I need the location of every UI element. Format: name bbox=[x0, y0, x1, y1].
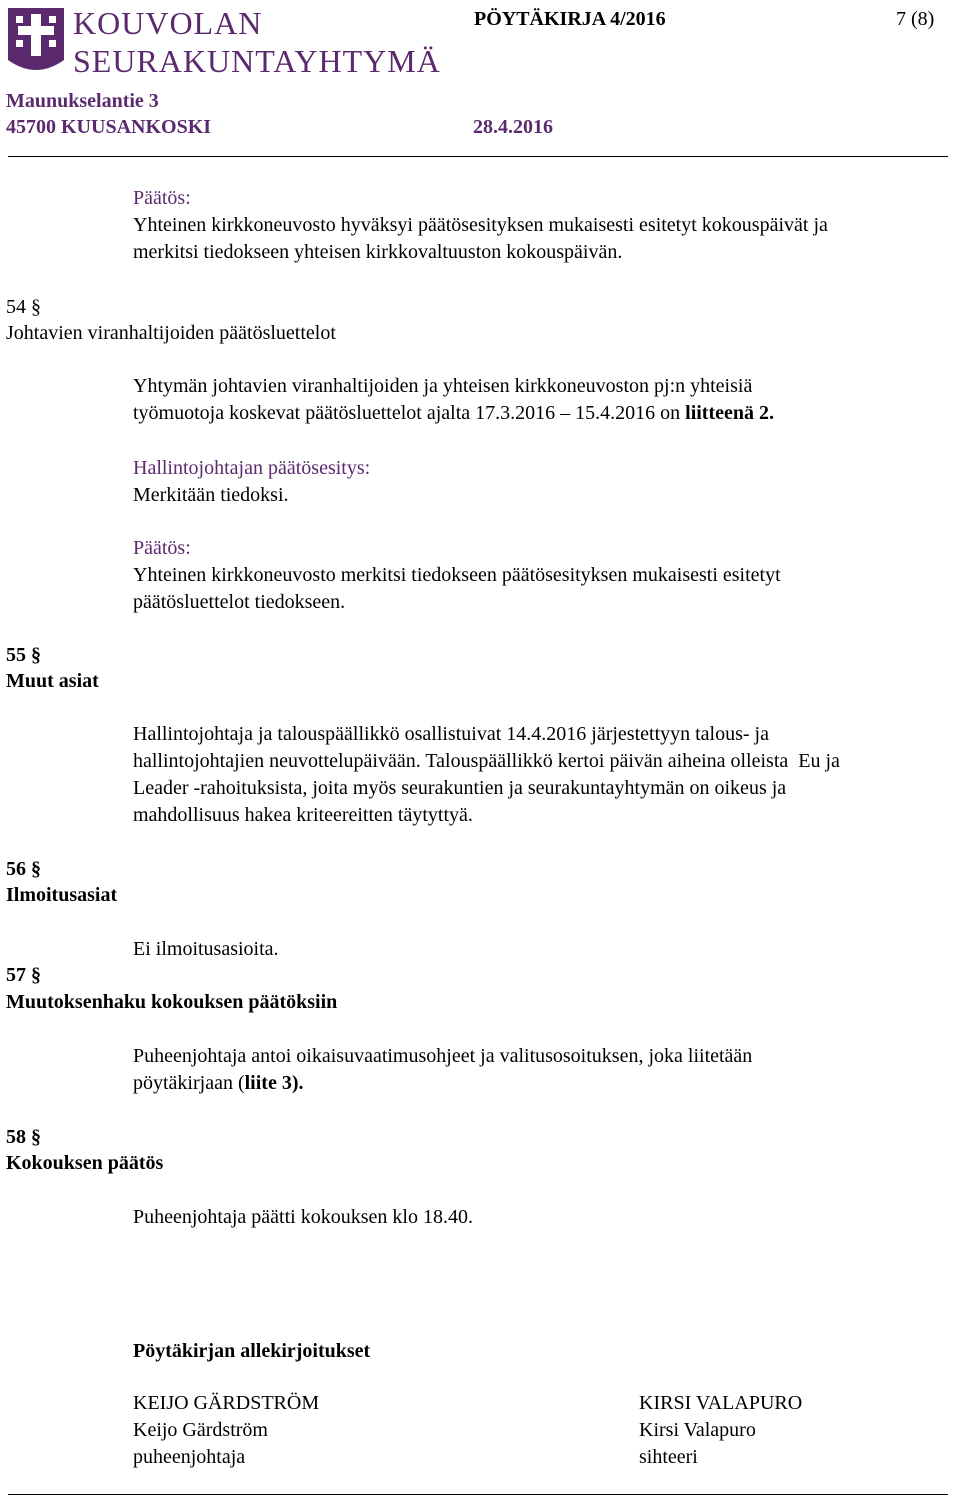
section-number: 58 § bbox=[6, 1126, 41, 1148]
page-number: 7 (8) bbox=[896, 8, 935, 30]
signer-name: Kirsi Valapuro bbox=[639, 1419, 756, 1441]
document-title: PÖYTÄKIRJA 4/2016 bbox=[474, 8, 666, 30]
section-58-text bbox=[133, 1204, 958, 1231]
signer-name-caps: KEIJO GÄRDSTRÖM bbox=[133, 1392, 320, 1414]
section-title: Kokouksen päätös bbox=[6, 1152, 164, 1174]
signer-role: sihteeri bbox=[639, 1446, 698, 1468]
body-text-line: Puheenjohtaja antoi oikaisuvaatimusohjeet ja valitusosoituksen, joka liitetään bbox=[133, 1045, 753, 1067]
section-57-text bbox=[133, 1043, 958, 1097]
proposal-label: Hallintojohtajan päätösesitys: bbox=[133, 457, 371, 479]
proposal-block bbox=[133, 455, 958, 509]
section-number: 55 § bbox=[6, 644, 41, 666]
body-text-line: mahdollisuus hakea kriteereitten täytyttyä. bbox=[133, 804, 473, 826]
decision-text-line: Yhteinen kirkkoneuvosto merkitsi tiedokseen päätösesityksen mukaisesti esitetyt bbox=[133, 564, 781, 586]
body-text-segment: pöytäkirjaan ( bbox=[133, 1072, 245, 1094]
decision-text-line: Yhteinen kirkkoneuvosto hyväksyi päätösesityksen mukaisesti esitetyt kokouspäivät ja bbox=[133, 214, 828, 236]
attachment-reference: liite 3). bbox=[244, 1072, 304, 1094]
signature-left bbox=[133, 1390, 319, 1471]
section-54-text bbox=[133, 373, 958, 427]
body-text-line bbox=[133, 1070, 958, 1097]
body-text-line: Leader -rahoituksista, joita myös seurakuntien ja seurakuntayhtymän on oikeus ja bbox=[133, 777, 787, 799]
section-56-text bbox=[133, 936, 958, 963]
section-54-decision-block bbox=[133, 535, 958, 616]
body-text-line: Puheenjohtaja päätti kokouksen klo 18.40. bbox=[133, 1206, 473, 1228]
section-number: 56 § bbox=[6, 858, 41, 880]
seurakuntayhtyma-logo-icon bbox=[8, 8, 64, 78]
logo-text-line2: SEURAKUNTAYHTYMÄ bbox=[73, 43, 441, 79]
signer-name: Keijo Gärdström bbox=[133, 1419, 268, 1441]
section-number: 57 § bbox=[6, 964, 41, 986]
section-title: Muut asiat bbox=[6, 670, 99, 692]
address-street: Maunukselantie 3 bbox=[6, 90, 159, 112]
signer-name-caps: KIRSI VALAPURO bbox=[639, 1392, 803, 1414]
section-title: Ilmoitusasiat bbox=[6, 884, 118, 906]
body-text-line: Yhtymän johtavien viranhaltijoiden ja yhteisen kirkkoneuvoston pj:n yhteisiä bbox=[133, 375, 753, 397]
decision-text-line: päätösluettelot tiedokseen. bbox=[133, 591, 346, 613]
decision-label: Päätös: bbox=[133, 187, 191, 209]
body-text-line bbox=[133, 400, 958, 427]
footer-divider bbox=[8, 1494, 948, 1495]
proposal-text: Merkitään tiedoksi. bbox=[133, 484, 289, 506]
body-text-line: hallintojohtajien neuvottelupäivään. Talouspäällikkö kertoi päivän aiheina olleista Eu ja bbox=[133, 750, 840, 772]
signatures-heading: Pöytäkirjan allekirjoitukset bbox=[133, 1340, 371, 1362]
section-55-text bbox=[133, 721, 958, 829]
body-text-segment: työmuotoja koskevat päätösluettelot ajalta 17.3.2016 – 15.4.2016 on bbox=[133, 402, 686, 424]
body-text-line: Ei ilmoitusasioita. bbox=[133, 938, 279, 960]
decision-label: Päätös: bbox=[133, 537, 191, 559]
top-decision-block bbox=[133, 185, 958, 266]
address-postal: 45700 KUUSANKOSKI bbox=[6, 116, 212, 138]
logo-text-line1: KOUVOLAN bbox=[73, 5, 263, 41]
section-title: Muutoksenhaku kokouksen päätöksiin bbox=[6, 991, 338, 1013]
signer-role: puheenjohtaja bbox=[133, 1446, 246, 1468]
signature-right bbox=[639, 1390, 802, 1471]
decision-text-line: merkitsi tiedokseen yhteisen kirkkovaltuuston kokouspäivän. bbox=[133, 241, 623, 263]
section-title: Johtavien viranhaltijoiden päätösluettelot bbox=[6, 322, 336, 344]
meeting-date: 28.4.2016 bbox=[473, 116, 553, 138]
attachment-reference: liitteenä 2. bbox=[685, 402, 775, 424]
body-text-line: Hallintojohtaja ja talouspäällikkö osallistuivat 14.4.2016 järjestettyyn talous- ja bbox=[133, 723, 769, 745]
header-divider bbox=[8, 156, 948, 157]
section-number: 54 § bbox=[6, 296, 41, 318]
